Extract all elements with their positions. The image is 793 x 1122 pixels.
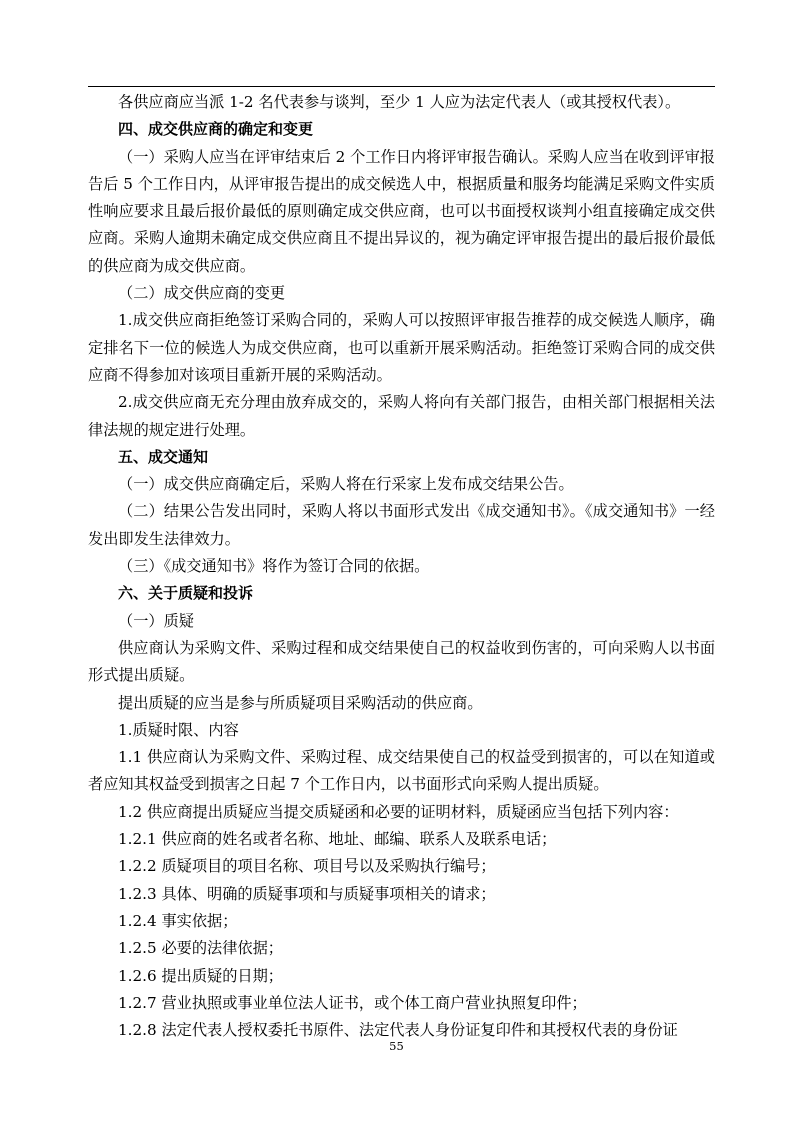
paragraph: （三）《成交通知书》将作为签订合同的依据。 xyxy=(118,557,430,576)
document-body xyxy=(88,89,715,1044)
section-heading: 五、成交通知 xyxy=(118,447,209,466)
paragraph: （一）成交供应商确定后，采购人将在行采家上发布成交结果公告。 xyxy=(118,475,574,494)
paragraph: 1.2.8 法定代表人授权委托书原件、法定代表人身份证复印件和其授权代表的身份证 xyxy=(118,1021,678,1040)
paragraph: 1.2.3 具体、明确的质疑事项和与质疑事项相关的请求； xyxy=(118,884,496,903)
paragraph: （二）成交供应商的变更 xyxy=(118,284,286,303)
paragraph: （一）质疑 xyxy=(118,611,194,630)
paragraph: 1.2.5 必要的法律依据； xyxy=(118,939,283,958)
paragraph: 提出质疑的应当是参与所质疑项目采购活动的供应商。 xyxy=(118,693,483,712)
paragraph: 供应商认为采购文件、采购过程和成交结果使自己的权益收到伤害的，可向采购人以书面形式提出质疑。 xyxy=(88,638,715,685)
paragraph: 1.2.4 事实依据； xyxy=(118,911,238,930)
paragraph: （二）结果公告发出同时，采购人将以书面形式发出《成交通知书》。《成交通知书》一经发出即发生法律效力。 xyxy=(88,502,715,548)
paragraph: 1.2.1 供应商的姓名或者名称、地址、邮编、联系人及联系电话； xyxy=(118,830,557,849)
paragraph: 1.1 供应商认为采购文件、采购过程、成交结果使自己的权益受到损害的，可以在知道或者应知其权益受到损害之日起 7 个工作日内，以书面形式向采购人提出质疑。 xyxy=(88,748,715,794)
paragraph: 1.质疑时限、内容 xyxy=(118,720,239,739)
paragraph: 各供应商应当派 1-2 名代表参与谈判，至少 1 人应为法定代表人（或其授权代表）。 xyxy=(118,93,681,111)
page-number: 55 xyxy=(389,1039,404,1053)
paragraph: 1.2 供应商提出质疑应当提交质疑函和必要的证明材料，质疑函应当包括下列内容： xyxy=(118,802,679,821)
paragraph: 1.2.7 营业执照或事业单位法人证书，或个体工商户营业执照复印件； xyxy=(118,993,587,1012)
paragraph: 1.2.2 质疑项目的项目名称、项目号以及采购执行编号； xyxy=(118,857,496,876)
paragraph: （一）采购人应当在评审结束后 2 个工作日内将评审报告确认。采购人应当在收到评审报告后 5 个工作日内，从评审报告提出的成交候选人中，根据质量和服务均能满足采购文件实质性响应要求且最后报价最低的原则确定成交供应商，也可以书面授权谈判小组直接确定成交供应商。采购人逾期未确定成交供应商且不提出异议的，视为确定评审报告提出的最后报价最低的供应商为成交供应商。 xyxy=(88,147,715,275)
header-rule xyxy=(88,86,715,87)
paragraph: 2.成交供应商无充分理由放弃成交的，采购人将向有关部门报告，由相关部门根据相关法律法规的规定进行处理。 xyxy=(88,393,715,439)
paragraph: 1.2.6 提出质疑的日期； xyxy=(118,966,283,985)
section-heading: 四、成交供应商的确定和变更 xyxy=(118,120,314,139)
section-heading: 六、关于质疑和投诉 xyxy=(118,584,254,603)
paragraph: 1.成交供应商拒绝签订采购合同的，采购人可以按照评审报告推荐的成交候选人顺序，确定排名下一位的候选人为成交供应商，也可以重新开展采购活动。拒绝签订采购合同的成交供应商不得参加对该项目重新开展的采购活动。 xyxy=(88,311,715,384)
